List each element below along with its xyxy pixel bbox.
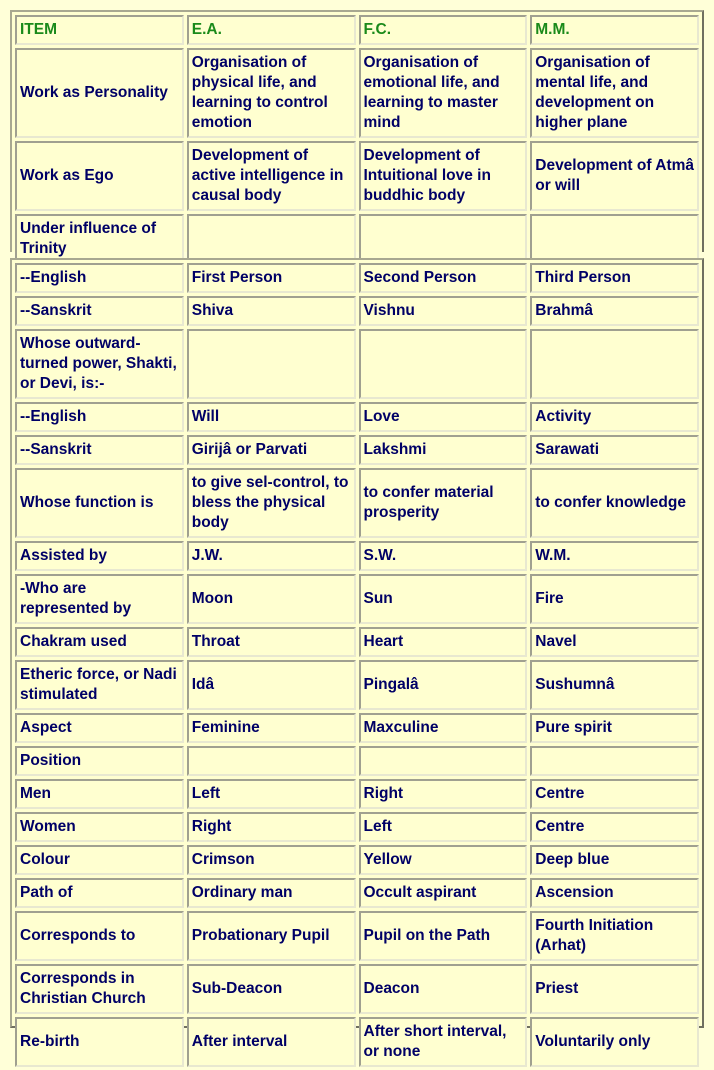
value-cell: Organisation of physical life, and learning to control emotion — [187, 48, 356, 138]
table-row — [15, 263, 699, 293]
table-row — [15, 402, 699, 432]
value-cell: Organisation of emotional life, and learning to master mind — [359, 48, 528, 138]
item-cell: --English — [15, 402, 184, 432]
item-cell: Chakram used — [15, 627, 184, 657]
table-row — [15, 329, 699, 399]
value-cell: Ascension — [530, 878, 699, 908]
table-top-section — [10, 10, 704, 257]
item-cell: Men — [15, 779, 184, 809]
item-cell: Assisted by — [15, 541, 184, 571]
item-cell: Position — [15, 746, 184, 776]
value-cell: Sushumnâ — [530, 660, 699, 710]
value-cell: Centre — [530, 779, 699, 809]
table-row — [15, 746, 699, 776]
value-cell: to confer knowledge — [530, 468, 699, 538]
item-cell: Whose function is — [15, 468, 184, 538]
item-cell: Path of — [15, 878, 184, 908]
value-cell: After interval — [187, 1017, 356, 1067]
correspondence-table-1 — [12, 12, 702, 267]
value-cell: Deep blue — [530, 845, 699, 875]
value-cell: Right — [359, 779, 528, 809]
table-row — [15, 574, 699, 624]
value-cell: Idâ — [187, 660, 356, 710]
value-cell: Heart — [359, 627, 528, 657]
value-cell: E.A. — [187, 15, 356, 45]
value-cell: Sun — [359, 574, 528, 624]
value-cell: Brahmâ — [530, 296, 699, 326]
value-cell: Second Person — [359, 263, 528, 293]
value-cell — [187, 329, 356, 399]
value-cell: Organisation of mental life, and development on higher plane — [530, 48, 699, 138]
item-cell: ITEM — [15, 15, 184, 45]
value-cell: Development of active intelligence in causal body — [187, 141, 356, 211]
item-cell: Work as Ego — [15, 141, 184, 211]
table-row — [15, 468, 699, 538]
item-cell: Women — [15, 812, 184, 842]
value-cell: W.M. — [530, 541, 699, 571]
value-cell: Priest — [530, 964, 699, 1014]
item-cell: Colour — [15, 845, 184, 875]
value-cell: Third Person — [530, 263, 699, 293]
value-cell — [359, 329, 528, 399]
table-row — [15, 296, 699, 326]
value-cell: Development of Atmâ or will — [530, 141, 699, 211]
item-cell: -Who are represented by — [15, 574, 184, 624]
value-cell: Throat — [187, 627, 356, 657]
table-row — [15, 435, 699, 465]
table-row — [15, 541, 699, 571]
table-row — [15, 878, 699, 908]
value-cell: F.C. — [359, 15, 528, 45]
value-cell: Crimson — [187, 845, 356, 875]
header-row — [15, 15, 699, 45]
item-cell: Corresponds in Christian Church — [15, 964, 184, 1014]
table-row — [15, 964, 699, 1014]
value-cell: Activity — [530, 402, 699, 432]
value-cell: Pupil on the Path — [359, 911, 528, 961]
table-row — [15, 845, 699, 875]
value-cell: to confer material prosperity — [359, 468, 528, 538]
value-cell: Probationary Pupil — [187, 911, 356, 961]
value-cell: Lakshmi — [359, 435, 528, 465]
table-row — [15, 713, 699, 743]
value-cell: Love — [359, 402, 528, 432]
value-cell: After short interval, or none — [359, 1017, 528, 1067]
value-cell: First Person — [187, 263, 356, 293]
value-cell: Moon — [187, 574, 356, 624]
value-cell: Maxculine — [359, 713, 528, 743]
value-cell: Fourth Initiation (Arhat) — [530, 911, 699, 961]
table-row — [15, 779, 699, 809]
value-cell: Shiva — [187, 296, 356, 326]
table-bottom-section — [10, 258, 704, 1060]
value-cell: Voluntarily only — [530, 1017, 699, 1067]
value-cell: Sarawati — [530, 435, 699, 465]
table-row — [15, 660, 699, 710]
value-cell — [530, 746, 699, 776]
table-row — [15, 48, 699, 138]
value-cell: Will — [187, 402, 356, 432]
value-cell: S.W. — [359, 541, 528, 571]
item-cell: Whose outward-turned power, Shakti, or Devi, is:- — [15, 329, 184, 399]
value-cell: Left — [187, 779, 356, 809]
value-cell: Feminine — [187, 713, 356, 743]
table-row — [15, 214, 699, 264]
table-row — [15, 1017, 699, 1067]
value-cell — [530, 329, 699, 399]
value-cell: Yellow — [359, 845, 528, 875]
value-cell: Ordinary man — [187, 878, 356, 908]
table-row — [15, 141, 699, 211]
item-cell: --Sanskrit — [15, 296, 184, 326]
value-cell — [530, 214, 699, 264]
value-cell: Pingalâ — [359, 660, 528, 710]
table-row — [15, 627, 699, 657]
item-cell: --English — [15, 263, 184, 293]
value-cell: Fire — [530, 574, 699, 624]
value-cell: Right — [187, 812, 356, 842]
item-cell: Under influence of Trinity — [15, 214, 184, 264]
value-cell: Navel — [530, 627, 699, 657]
value-cell — [187, 214, 356, 264]
item-cell: Corresponds to — [15, 911, 184, 961]
value-cell — [359, 746, 528, 776]
value-cell: Occult aspirant — [359, 878, 528, 908]
value-cell: Vishnu — [359, 296, 528, 326]
value-cell — [187, 746, 356, 776]
item-cell: --Sanskrit — [15, 435, 184, 465]
item-cell: Re-birth — [15, 1017, 184, 1067]
value-cell: Sub-Deacon — [187, 964, 356, 1014]
value-cell: Pure spirit — [530, 713, 699, 743]
value-cell: Girijâ or Parvati — [187, 435, 356, 465]
value-cell — [359, 214, 528, 264]
value-cell: to give sel-control, to bless the physical body — [187, 468, 356, 538]
item-cell: Aspect — [15, 713, 184, 743]
value-cell: Centre — [530, 812, 699, 842]
value-cell: J.W. — [187, 541, 356, 571]
table-row — [15, 812, 699, 842]
item-cell: Etheric force, or Nadi stimulated — [15, 660, 184, 710]
value-cell: Development of Intuitional love in buddhic body — [359, 141, 528, 211]
value-cell: M.M. — [530, 15, 699, 45]
correspondence-table-2 — [12, 260, 702, 1070]
value-cell: Left — [359, 812, 528, 842]
item-cell: Work as Personality — [15, 48, 184, 138]
value-cell: Deacon — [359, 964, 528, 1014]
table-row — [15, 911, 699, 961]
